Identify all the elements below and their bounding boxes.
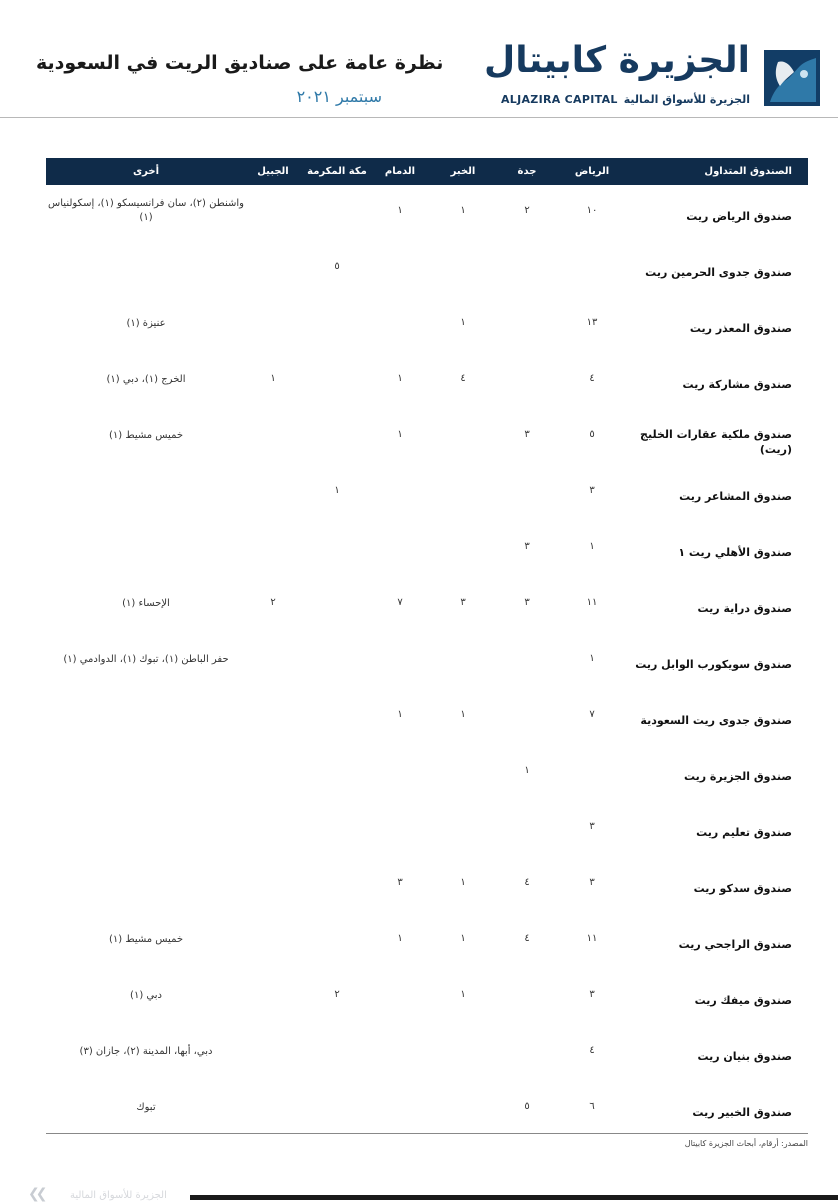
cell-fund-name: صندوق ملكية عقارات الخليج (ريت): [640, 428, 792, 456]
table-body: [46, 185, 808, 1137]
table-row: [46, 689, 808, 745]
cell-khobar: ٣: [460, 597, 466, 608]
cell-makkah: ١: [334, 485, 340, 496]
brand-subline: [501, 93, 750, 106]
table-row: [46, 801, 808, 857]
cell-fund-name: صندوق سويكورب الوابل ريت: [635, 658, 792, 671]
cell-jeddah: ٥: [524, 1101, 530, 1112]
cell-riyadh: ٧: [589, 709, 595, 720]
cell-makkah: ٥: [334, 261, 340, 272]
column-header-makkah: مكة المكرمة: [307, 166, 367, 177]
reit-locations-table: [46, 158, 808, 1137]
source-note: المصدر: أرقام، أبحاث الجزيرة كابيتال: [684, 1139, 808, 1148]
cell-other-locations: دبي (١): [130, 990, 162, 1001]
cell-riyadh: ٣: [589, 821, 595, 832]
table-row: [46, 969, 808, 1025]
table-row: [46, 913, 808, 969]
header-divider: [0, 117, 838, 118]
cell-riyadh: ٤: [589, 1045, 595, 1056]
cell-riyadh: ١٣: [586, 317, 598, 328]
cell-fund-name: صندوق تعليم ريت: [696, 826, 792, 839]
cell-dammam: ١: [397, 933, 403, 944]
cell-other-locations: الخرج (١)، دبي (١): [106, 374, 186, 385]
cell-fund-name: صندوق الخبير ريت: [692, 1106, 792, 1119]
cell-riyadh: ١١: [586, 933, 598, 944]
table-row: [46, 1081, 808, 1137]
cell-khobar: ١: [460, 709, 466, 720]
cell-dammam: ١: [397, 373, 403, 384]
column-header-jubail: الجبيل: [257, 166, 289, 177]
cell-jubail: ١: [270, 373, 276, 384]
table-bottom-rule: [46, 1133, 808, 1134]
cell-other-locations: خميس مشيط (١): [108, 934, 184, 945]
cell-jeddah: ٤: [524, 877, 530, 888]
cell-jeddah: ٢: [524, 205, 530, 216]
cell-fund-name: صندوق الأهلي ريت ١: [678, 546, 792, 559]
cell-fund-name: صندوق المشاعر ريت: [679, 490, 792, 503]
cell-fund-name: صندوق ميفك ريت: [694, 994, 792, 1007]
cell-other-locations: تبوك: [136, 1102, 156, 1113]
aljazira-logo-icon: [764, 50, 820, 106]
footer-bar: [190, 1195, 838, 1200]
table-row: [46, 633, 808, 689]
document-date: سبتمبر ٢٠٢١: [296, 87, 382, 106]
cell-jeddah: ١: [524, 765, 530, 776]
document-title: نظرة عامة على صناديق الريت في السعودية: [36, 52, 444, 74]
cell-fund-name: صندوق الرياض ريت: [686, 210, 792, 223]
brand-name-english: ALJAZIRA CAPITAL: [500, 93, 618, 106]
cell-fund-name: صندوق الراجحي ريت: [678, 938, 792, 951]
table-row: [46, 241, 808, 297]
table-row: [46, 465, 808, 521]
cell-jeddah: ٣: [524, 429, 530, 440]
table-row: [46, 185, 808, 241]
table-row: [46, 409, 808, 465]
column-header-khobar: الخبر: [450, 166, 476, 177]
table-row: [46, 297, 808, 353]
cell-riyadh: ٦: [589, 1101, 595, 1112]
cell-other-locations: خميس مشيط (١): [108, 430, 184, 441]
cell-riyadh: ٣: [589, 485, 595, 496]
cell-dammam: ١: [397, 429, 403, 440]
column-header-dammam: الدمام: [384, 166, 416, 177]
cell-riyadh: ٤: [589, 373, 595, 384]
column-header-jeddah: جدة: [517, 166, 537, 177]
cell-riyadh: ٣: [589, 989, 595, 1000]
cell-khobar: ١: [460, 877, 466, 888]
column-header-riyadh: الرياض: [574, 166, 610, 177]
cell-khobar: ١: [460, 205, 466, 216]
cell-other-locations: عنيزة (١): [126, 318, 166, 329]
cell-fund-name: صندوق مشاركة ريت: [682, 378, 792, 391]
cell-jeddah: ٣: [524, 541, 530, 552]
cell-other-locations: حفر الباطن (١)، تبوك (١)، الدوادمي (١): [63, 654, 229, 665]
cell-other-locations: الإحساء (١): [122, 598, 170, 609]
cell-fund-name: صندوق جدوى ريت السعودية: [640, 714, 792, 727]
table-row: [46, 577, 808, 633]
cell-fund-name: صندوق دراية ريت: [697, 602, 792, 615]
cell-jeddah: ٣: [524, 597, 530, 608]
cell-fund-name: صندوق سدكو ريت: [693, 882, 792, 895]
cell-riyadh: ١: [589, 653, 595, 664]
table-row: [46, 745, 808, 801]
cell-riyadh: ١١: [586, 597, 598, 608]
cell-other-locations: دبي، أبها، المدينة (٢)، جازان (٣): [79, 1046, 213, 1057]
cell-dammam: ٣: [397, 877, 403, 888]
table-row: [46, 353, 808, 409]
brand-tagline-arabic: الجزيرة للأسواق المالية: [623, 93, 750, 106]
column-header-other: أخرى: [132, 166, 160, 177]
cell-dammam: ٧: [397, 597, 403, 608]
table-header-row: [46, 158, 808, 185]
cell-dammam: ١: [397, 709, 403, 720]
chevron-decor-icon: ❮❮: [28, 1186, 44, 1202]
cell-dammam: ١: [397, 205, 403, 216]
brand-name-arabic: الجزيرة كابيتال: [483, 40, 750, 81]
cell-riyadh: ٥: [589, 429, 595, 440]
cell-fund-name: صندوق بنيان ريت: [697, 1050, 792, 1063]
table-row: [46, 857, 808, 913]
cell-fund-name: صندوق جدوى الحرمين ريت: [645, 266, 792, 279]
cell-fund-name: صندوق الجزيرة ريت: [683, 770, 792, 783]
column-header-fund: الصندوق المتداول: [704, 166, 792, 177]
cell-khobar: ٤: [460, 373, 466, 384]
cell-other-locations: واشنطن (٢)، سان فرانسيسكو (١)، إسكولنياس (١): [48, 198, 244, 223]
cell-khobar: ١: [460, 989, 466, 1000]
cell-jeddah: ٤: [524, 933, 530, 944]
footer-text: الجزيرة للأسواق المالية: [70, 1190, 167, 1201]
cell-riyadh: ١: [589, 541, 595, 552]
cell-jubail: ٢: [270, 597, 276, 608]
cell-makkah: ٢: [334, 989, 340, 1000]
cell-riyadh: ٣: [589, 877, 595, 888]
cell-fund-name: صندوق المعذر ريت: [689, 322, 792, 335]
table-row: [46, 1025, 808, 1081]
cell-riyadh: ١٠: [586, 205, 598, 216]
cell-khobar: ١: [460, 317, 466, 328]
cell-khobar: ١: [460, 933, 466, 944]
table-row: [46, 521, 808, 577]
